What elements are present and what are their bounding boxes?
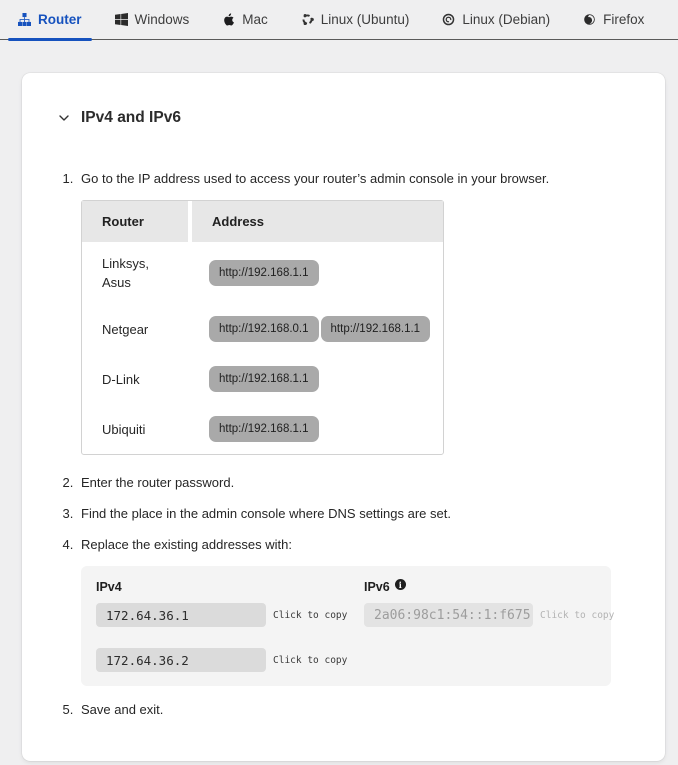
apple-icon (222, 13, 235, 26)
step-item (77, 169, 629, 455)
table-row (82, 242, 443, 304)
step-item (77, 700, 629, 719)
tab-label: Linux (Ubuntu) (320, 12, 410, 27)
router-name: Linksys, Asus (102, 256, 149, 290)
step-item (77, 535, 629, 686)
router-name: D-Link (102, 371, 140, 387)
click-to-copy-ipv6[interactable]: Click to copy (540, 609, 615, 621)
step-item (77, 504, 629, 523)
instruction-steps (58, 169, 629, 719)
ipv6-label: IPv6 (364, 580, 390, 594)
ipv6-column (364, 578, 614, 672)
router-address-button[interactable]: http://192.168.1.1 (209, 416, 319, 442)
table-row (82, 404, 443, 454)
ipv6-address[interactable]: 2a06:98c1:54::1:f675 (364, 603, 533, 627)
step-text: Replace the existing addresses with: (81, 537, 293, 552)
tab-router[interactable] (8, 0, 92, 39)
tab-label: Mac (242, 12, 268, 27)
router-name: Netgear (102, 321, 149, 337)
router-address-button[interactable]: http://192.168.1.1 (209, 260, 319, 286)
table-header-address: Address (192, 201, 443, 242)
firefox-icon (583, 13, 596, 26)
click-to-copy-ipv4-2[interactable]: Click to copy (273, 654, 348, 666)
tab-windows[interactable] (105, 0, 200, 39)
table-row (82, 304, 443, 354)
ipv4-address-2[interactable]: 172.64.36.2 (96, 648, 266, 672)
tab-label: Linux (Debian) (462, 12, 551, 27)
section-header[interactable] (58, 109, 629, 127)
windows-icon (115, 13, 128, 26)
step-text: Go to the IP address used to access your router’s admin console in your browser. (81, 171, 550, 186)
debian-icon (442, 13, 455, 26)
tab-firefox[interactable] (573, 0, 654, 39)
ubuntu-icon (301, 13, 314, 26)
step-text: Find the place in the admin console where DNS settings are set. (81, 506, 451, 521)
tab-linux-ubuntu[interactable] (291, 0, 420, 39)
ipv4-column (96, 578, 364, 672)
info-icon[interactable]: i (395, 579, 406, 590)
tab-mac[interactable] (212, 0, 278, 39)
chevron-down-icon[interactable] (58, 112, 70, 124)
platform-tabbar (0, 0, 678, 40)
content-card (22, 73, 665, 761)
tab-linux-debian[interactable] (432, 0, 560, 39)
click-to-copy-ipv4-1[interactable]: Click to copy (273, 609, 348, 621)
tab-label: Windows (134, 12, 190, 27)
router-address-table (81, 200, 444, 455)
section-title: IPv4 and IPv6 (81, 109, 181, 126)
step-item (77, 473, 629, 492)
router-address-button[interactable]: http://192.168.0.1 (209, 316, 319, 342)
dns-address-panel (81, 566, 615, 686)
ipv4-label: IPv4 (96, 580, 122, 594)
router-address-button[interactable]: http://192.168.1.1 (209, 366, 319, 392)
step-text: Enter the router password. (81, 475, 235, 490)
router-name: Ubiquiti (102, 421, 146, 437)
tab-label: Firefox (603, 12, 645, 27)
sitemap-icon (18, 13, 31, 26)
table-header-router: Router (82, 201, 192, 242)
step-text: Save and exit. (81, 702, 164, 717)
tab-label: Router (38, 12, 82, 27)
table-row (82, 354, 443, 404)
router-address-button[interactable]: http://192.168.1.1 (321, 316, 431, 342)
ipv4-address-1[interactable]: 172.64.36.1 (96, 603, 266, 627)
